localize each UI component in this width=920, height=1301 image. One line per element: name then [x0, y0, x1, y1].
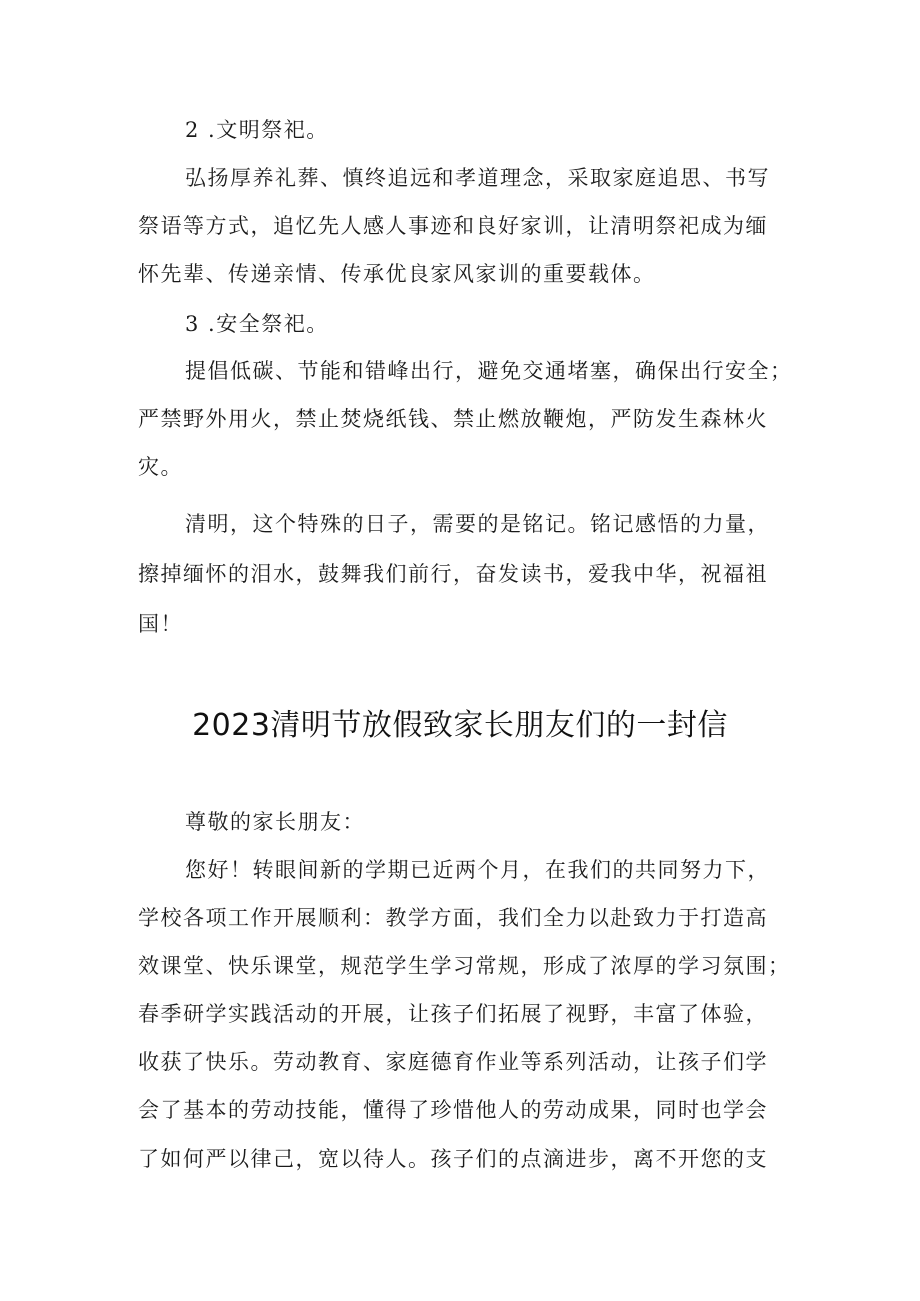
paragraph-line: 严禁野外用火，禁止焚烧纸钱、禁止燃放鞭炮，严防发生森林火: [138, 407, 768, 431]
item3-heading: 3 .安全祭祀。: [185, 312, 329, 336]
paragraph-line: 弘扬厚养礼葬、慎终追远和孝道理念，采取家庭追思、书写: [185, 166, 770, 190]
item2-heading: 2 .文明祭祀。: [185, 118, 329, 142]
paragraph-line: 国！: [138, 612, 183, 636]
paragraph-line: 提倡低碳、节能和错峰出行，避免交通堵塞，确保出行安全；: [185, 359, 793, 383]
paragraph-line: 灾。: [138, 455, 183, 479]
letter-title: 2023清明节放假致家长朋友们的一封信: [192, 708, 728, 743]
paragraph-line: 怀先辈、传递亲情、传承优良家风家训的重要载体。: [138, 262, 656, 286]
paragraph-line: 清明，这个特殊的日子，需要的是铭记。铭记感悟的力量，: [185, 512, 770, 536]
paragraph-line: 春季研学实践活动的开展，让孩子们拓展了视野，丰富了体验，: [138, 1002, 768, 1026]
letter-salutation: 尊敬的家长朋友：: [185, 810, 365, 834]
paragraph-line: 收获了快乐。劳动教育、家庭德育作业等系列活动，让孩子们学: [138, 1050, 768, 1074]
paragraph-line: 您好！转眼间新的学期已近两个月，在我们的共同努力下，: [185, 858, 770, 882]
paragraph-line: 擦掉缅怀的泪水，鼓舞我们前行，奋发读书，爱我中华，祝福祖: [138, 562, 768, 586]
paragraph-line: 祭语等方式，追忆先人感人事迹和良好家训，让清明祭祀成为缅: [138, 214, 768, 238]
paragraph-line: 学校各项工作开展顺利：教学方面，我们全力以赴致力于打造高: [138, 906, 768, 930]
paragraph-line: 了如何严以律己，宽以待人。孩子们的点滴进步，离不开您的支: [138, 1147, 768, 1171]
paragraph-line: 效课堂、快乐课堂，规范学生学习常规，形成了浓厚的学习氛围；: [138, 954, 791, 978]
paragraph-line: 会了基本的劳动技能，懂得了珍惜他人的劳动成果，同时也学会: [138, 1098, 768, 1122]
